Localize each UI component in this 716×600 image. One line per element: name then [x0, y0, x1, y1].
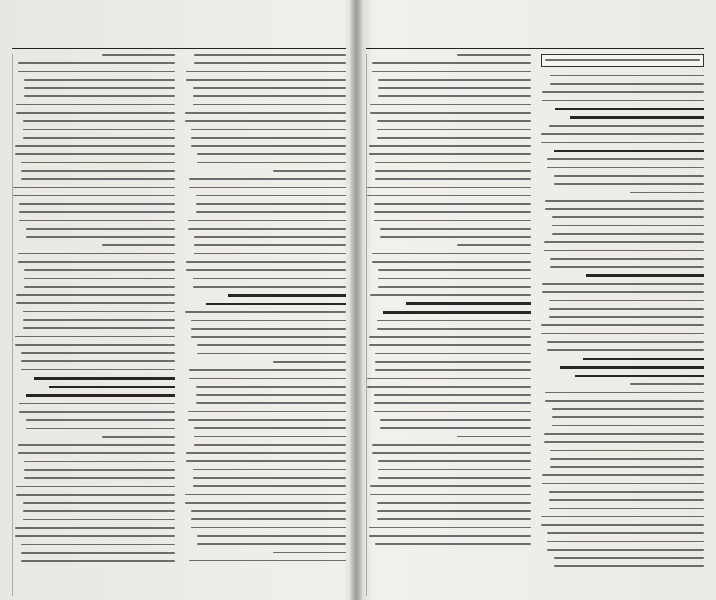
body-text-line [541, 516, 705, 518]
body-text-line [21, 178, 174, 180]
body-text-line [541, 524, 705, 526]
body-text-line [372, 452, 531, 454]
body-text-line [13, 195, 175, 197]
body-text-line [547, 167, 704, 169]
body-text-line [377, 328, 531, 330]
body-text-line [26, 236, 175, 238]
body-text-line [21, 170, 174, 172]
body-text-line [549, 491, 704, 493]
body-text-line [378, 278, 530, 280]
body-text-line [374, 402, 531, 404]
body-text-line [188, 411, 346, 413]
body-text-line [24, 87, 174, 89]
body-text-line [186, 269, 346, 271]
body-text-line [189, 378, 346, 380]
section-heading-line [583, 358, 704, 361]
body-text-line [102, 54, 175, 56]
body-text-line [23, 327, 175, 329]
body-text-line [372, 261, 531, 263]
body-text-line [547, 549, 704, 551]
body-text-line [541, 324, 705, 326]
body-text-line [542, 483, 704, 485]
body-text-line [544, 433, 704, 435]
body-text-line [375, 353, 530, 355]
body-text-line [23, 519, 175, 521]
body-text-line [370, 112, 530, 114]
body-text-line [188, 220, 346, 222]
section-heading-line [570, 116, 704, 119]
body-text-line [189, 187, 346, 189]
body-text-line [197, 353, 346, 355]
body-text-line [15, 153, 175, 155]
body-text-line [273, 170, 346, 172]
section-heading-line [26, 394, 175, 397]
left-page-column-left [185, 54, 347, 596]
section-heading-line [555, 108, 704, 111]
body-text-line [13, 187, 175, 189]
body-text-line [549, 499, 704, 501]
body-text-line [372, 253, 531, 255]
section-heading-line [586, 274, 704, 277]
body-text-line [23, 120, 175, 122]
left-page [8, 0, 350, 600]
body-text-line [550, 258, 704, 260]
body-text-line [550, 466, 704, 468]
body-text-line [194, 244, 346, 246]
body-text-line [549, 125, 704, 127]
body-text-line [374, 411, 531, 413]
body-text-line [194, 427, 346, 429]
body-text-line [545, 400, 704, 402]
body-text-line [370, 294, 530, 296]
body-text-line [186, 79, 346, 81]
body-text-line [23, 502, 175, 504]
right-page-column-left [366, 54, 531, 596]
body-text-line [377, 502, 531, 504]
body-text-line [186, 452, 346, 454]
section-heading-line [554, 150, 704, 153]
body-text-line [23, 319, 175, 321]
body-text-line [374, 394, 531, 396]
body-text-line [367, 187, 531, 189]
body-text-line [552, 425, 704, 427]
body-text-line [196, 394, 346, 396]
body-text-line [24, 79, 174, 81]
body-text-line [185, 311, 347, 313]
section-heading-line [206, 303, 347, 306]
body-text-line [542, 291, 704, 293]
section-heading-line [49, 386, 175, 389]
notice-text-line [545, 59, 701, 61]
body-text-line [102, 436, 175, 438]
body-text-line [552, 233, 704, 235]
body-text-line [554, 557, 704, 559]
body-text-line [194, 444, 346, 446]
body-text-line [630, 383, 704, 385]
body-text-line [542, 283, 704, 285]
body-text-line [21, 369, 174, 371]
body-text-line [194, 236, 346, 238]
body-text-line [377, 518, 531, 520]
body-text-line [21, 544, 174, 546]
body-text-line [378, 79, 530, 81]
left-page-column-right [12, 54, 175, 596]
body-text-line [185, 120, 347, 122]
body-text-line [369, 336, 531, 338]
body-text-line [23, 311, 175, 313]
body-text-line [550, 75, 704, 77]
body-text-line [26, 228, 175, 230]
body-text-line [378, 95, 530, 97]
body-text-line [378, 477, 530, 479]
body-text-line [375, 178, 530, 180]
body-text-line [544, 250, 704, 252]
body-text-line [15, 336, 175, 338]
body-text-line [18, 444, 175, 446]
body-text-line [16, 486, 174, 488]
body-text-line [193, 485, 346, 487]
body-text-line [193, 286, 346, 288]
body-text-line [19, 403, 174, 405]
body-text-line [191, 328, 346, 330]
right-page-columns [366, 54, 704, 596]
body-text-line [544, 241, 704, 243]
body-text-line [19, 411, 174, 413]
body-text-line [21, 552, 174, 554]
body-text-line [370, 494, 530, 496]
body-text-line [377, 510, 531, 512]
body-text-line [378, 469, 530, 471]
left-page-header [12, 26, 346, 49]
body-text-line [549, 316, 704, 318]
body-text-line [552, 225, 704, 227]
body-text-line [19, 211, 174, 213]
body-text-line [380, 228, 530, 230]
right-page-header [366, 26, 704, 49]
body-text-line [377, 129, 531, 131]
body-text-line [545, 392, 704, 394]
body-text-line [547, 349, 704, 351]
body-text-line [193, 477, 346, 479]
body-text-line [18, 62, 175, 64]
body-text-line [549, 508, 704, 510]
body-text-line [630, 192, 704, 194]
section-heading-line [575, 375, 704, 378]
body-text-line [196, 195, 346, 197]
body-text-line [21, 360, 174, 362]
body-text-line [24, 95, 174, 97]
body-text-line [370, 485, 530, 487]
body-text-line [193, 278, 346, 280]
body-text-line [16, 112, 174, 114]
body-text-line [26, 428, 175, 430]
book-gutter [350, 0, 362, 600]
body-text-line [549, 308, 704, 310]
body-text-line [102, 244, 175, 246]
body-text-line [374, 211, 531, 213]
body-text-line [21, 162, 174, 164]
body-text-line [550, 83, 704, 85]
body-text-line [185, 112, 347, 114]
body-text-line [19, 220, 174, 222]
body-text-line [367, 386, 531, 388]
body-text-line [194, 54, 346, 56]
body-text-line [24, 278, 174, 280]
body-text-line [273, 361, 346, 363]
body-text-line [545, 208, 704, 210]
body-text-line [15, 535, 175, 537]
body-text-line [545, 200, 704, 202]
body-text-line [196, 402, 346, 404]
body-text-line [193, 87, 346, 89]
body-text-line [378, 87, 530, 89]
body-text-line [197, 535, 346, 537]
body-text-line [197, 543, 346, 545]
body-text-line [369, 527, 531, 529]
body-text-line [377, 320, 531, 322]
body-text-line [24, 477, 174, 479]
body-text-line [554, 183, 704, 185]
body-text-line [191, 510, 346, 512]
body-text-line [18, 452, 175, 454]
body-text-line [547, 541, 704, 543]
body-text-line [552, 216, 704, 218]
section-heading-line [228, 294, 346, 297]
body-text-line [21, 560, 174, 562]
body-text-line [370, 104, 530, 106]
body-text-line [191, 320, 346, 322]
body-text-line [552, 416, 704, 418]
body-text-line [367, 195, 531, 197]
body-text-line [374, 220, 531, 222]
body-text-line [197, 162, 346, 164]
body-text-line [191, 145, 346, 147]
body-text-line [186, 71, 346, 73]
right-page [362, 0, 708, 600]
body-text-line [375, 361, 530, 363]
body-text-line [191, 518, 346, 520]
body-text-line [554, 565, 704, 567]
right-page-column-right [541, 54, 705, 596]
body-text-line [197, 344, 346, 346]
body-text-line [18, 71, 175, 73]
body-text-line [372, 444, 531, 446]
body-text-line [188, 419, 346, 421]
body-text-line [189, 560, 346, 562]
body-text-line [380, 236, 530, 238]
body-text-line [550, 450, 704, 452]
body-text-line [23, 129, 175, 131]
body-text-line [188, 228, 346, 230]
body-text-line [369, 145, 531, 147]
body-text-line [377, 137, 531, 139]
body-text-line [549, 300, 704, 302]
section-heading-line [560, 366, 704, 369]
body-text-line [196, 211, 346, 213]
body-text-line [18, 253, 175, 255]
body-text-line [377, 120, 531, 122]
body-text-line [21, 352, 174, 354]
body-text-line [542, 100, 704, 102]
body-text-line [194, 436, 346, 438]
body-text-line [16, 294, 174, 296]
body-text-line [369, 535, 531, 537]
body-text-line [185, 494, 347, 496]
body-text-line [196, 386, 346, 388]
body-text-line [24, 469, 174, 471]
body-text-line [18, 261, 175, 263]
body-text-line [24, 461, 174, 463]
body-text-line [547, 158, 704, 160]
body-text-line [191, 137, 346, 139]
body-text-line [550, 458, 704, 460]
body-text-line [16, 494, 174, 496]
body-text-line [541, 142, 705, 144]
left-page-columns [12, 54, 346, 596]
body-text-line [375, 162, 530, 164]
section-heading-line [34, 377, 175, 380]
body-text-line [189, 178, 346, 180]
body-text-line [185, 502, 347, 504]
body-text-line [19, 203, 174, 205]
body-text-line [23, 137, 175, 139]
section-heading-line [406, 302, 530, 305]
body-text-line [378, 269, 530, 271]
body-text-line [547, 341, 704, 343]
body-text-line [378, 286, 530, 288]
section-heading-line [383, 311, 530, 314]
body-text-line [378, 460, 530, 462]
body-text-line [554, 175, 704, 177]
body-text-line [542, 91, 704, 93]
body-text-line [23, 510, 175, 512]
body-text-line [547, 532, 704, 534]
body-text-line [191, 527, 346, 529]
body-text-line [541, 133, 705, 135]
body-text-line [457, 244, 531, 246]
body-text-line [375, 543, 530, 545]
body-text-line [552, 408, 704, 410]
body-text-line [369, 153, 531, 155]
body-text-line [189, 369, 346, 371]
body-text-line [15, 527, 175, 529]
body-text-line [375, 369, 530, 371]
body-text-line [193, 104, 346, 106]
body-text-line [26, 419, 175, 421]
body-text-line [273, 552, 346, 554]
body-text-line [191, 336, 346, 338]
body-text-line [194, 62, 346, 64]
body-text-line [15, 344, 175, 346]
body-text-line [193, 469, 346, 471]
body-text-line [369, 344, 531, 346]
body-text-line [186, 460, 346, 462]
body-text-line [457, 54, 531, 56]
body-text-line [372, 71, 531, 73]
body-text-line [380, 427, 530, 429]
body-text-line [372, 62, 531, 64]
body-text-line [550, 266, 704, 268]
body-text-line [194, 253, 346, 255]
body-text-line [24, 286, 174, 288]
body-text-line [186, 261, 346, 263]
body-text-line [197, 153, 346, 155]
body-text-line [541, 333, 705, 335]
body-text-line [375, 170, 530, 172]
body-text-line [374, 203, 531, 205]
body-text-line [16, 302, 174, 304]
body-text-line [24, 269, 174, 271]
body-text-line [367, 378, 531, 380]
body-text-line [191, 129, 346, 131]
body-text-line [380, 419, 530, 421]
notice-box [541, 54, 705, 67]
body-text-line [542, 474, 704, 476]
body-text-line [15, 145, 175, 147]
body-text-line [193, 95, 346, 97]
body-text-line [196, 203, 346, 205]
body-text-line [16, 104, 174, 106]
body-text-line [457, 436, 531, 438]
body-text-line [544, 441, 704, 443]
